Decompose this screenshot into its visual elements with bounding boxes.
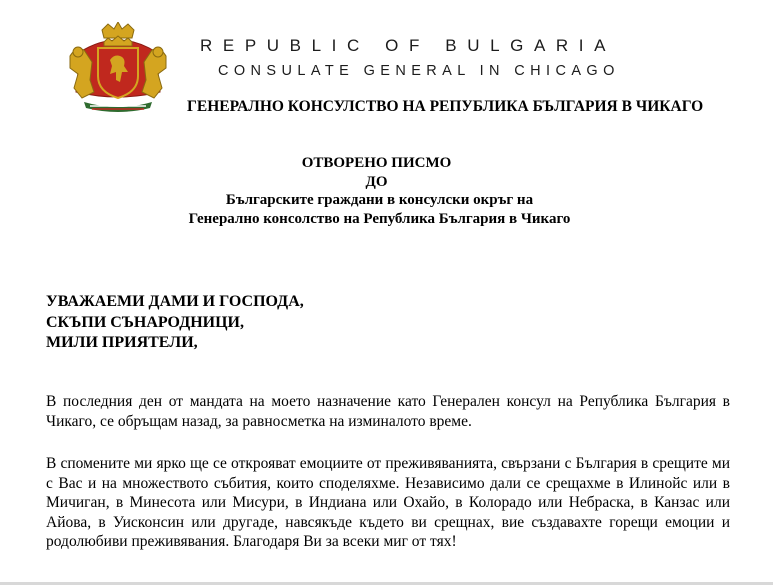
salutation-line-1: УВАЖАЕМИ ДАМИ И ГОСПОДА, [46, 293, 304, 310]
salutation-line-2: СКЪПИ СЪНАРОДНИЦИ, [46, 313, 244, 331]
title-line-1: ОТВОРЕНО ПИСМО [301, 155, 452, 171]
header-line-english-1: REPUBLIC OF BULGARIA [200, 36, 617, 55]
title-line-3: Българските граждани в консулски окръг на [225, 192, 534, 208]
letter-title [0, 154, 773, 228]
body-paragraph-1: В последния ден от мандата на моето назначение като Генерален консул на Република България в Чикаго, се обръщам назад, за равносметка на изминалото време. [46, 393, 730, 430]
header-line-english-2: CONSULATE GENERAL IN CHICAGO [218, 63, 620, 79]
header-line-bulgarian: ГЕНЕРАЛНО КОНСУЛСТВО НА РЕПУБЛИКА БЪЛГАРИЯ В ЧИКАГО [187, 98, 704, 115]
title-line-2: ДО [365, 173, 388, 190]
bulgarian-coat-of-arms-icon [62, 22, 174, 118]
salutation [46, 292, 304, 354]
body-paragraph-2: В спомените ми ярко ще се открояват емоциите от преживяванията, свързани с България в срещите ми с Вас и на множеството събития, които споделяхме. Независимо дали се срещахме в Илинойс или в Мичиган, в Минесота или Мисури, в Индиана или Охайо, в Колорадо или Небраска, в Канзас или Айова, в Уисконсин или другаде, навсякъде където ви срещнах, вие създавахте горещи емоции и родолюбиви преживявания. Благодаря Ви за всеки миг от тях! [46, 455, 730, 551]
salutation-line-3: МИЛИ ПРИЯТЕЛИ, [46, 334, 198, 351]
title-line-4: Генерално консолство на Република България в Чикаго [188, 210, 571, 227]
